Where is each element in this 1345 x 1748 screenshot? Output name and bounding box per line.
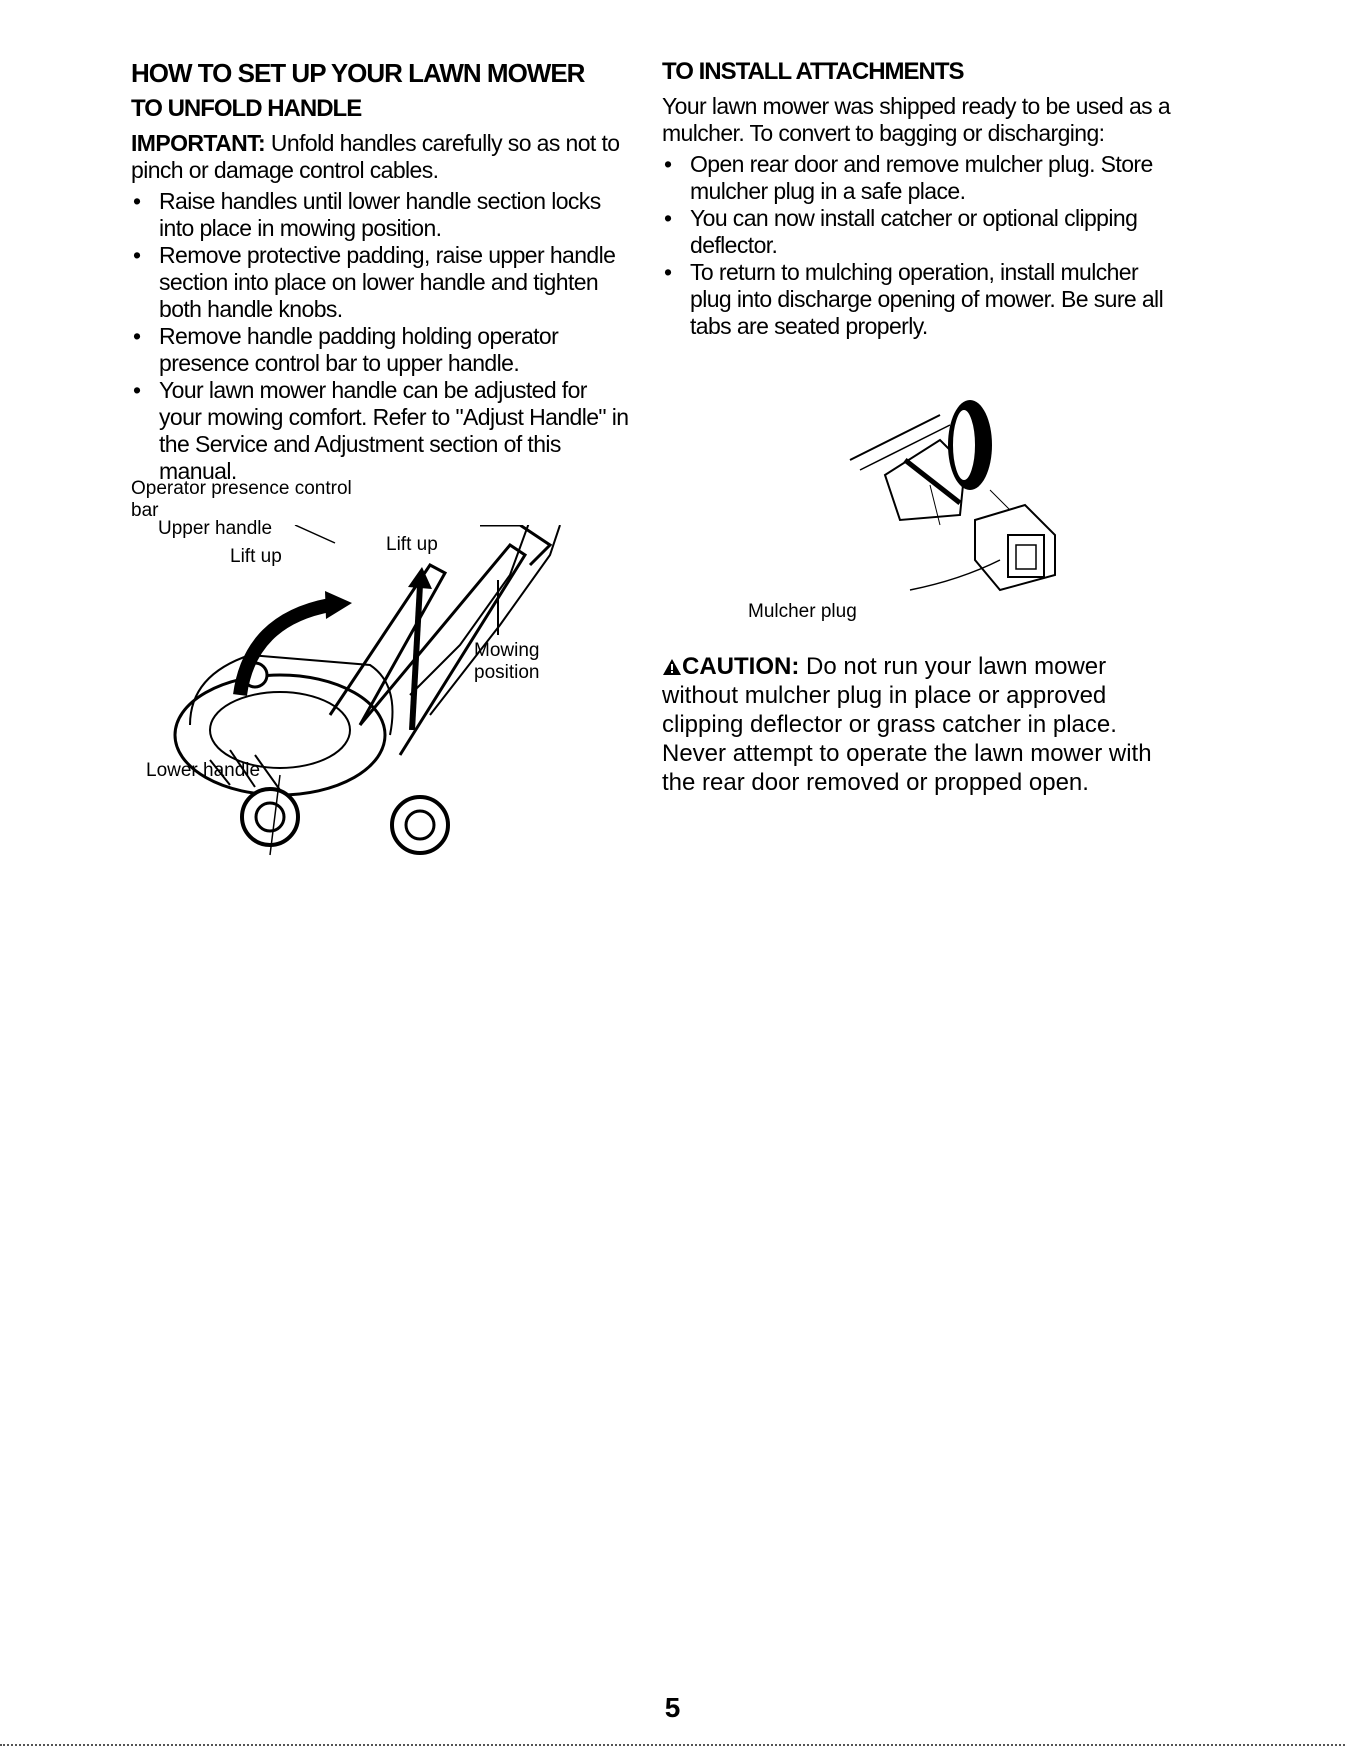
subsection-title: TO UNFOLD HANDLE (131, 95, 362, 123)
caution-note (662, 652, 1182, 797)
list-item: • You can now install catcher or optional clipping deflector. (664, 204, 1138, 258)
bullet-icon: • (664, 258, 672, 285)
list-item: • To return to mulching operation, install mulcher plug into discharge opening of mower. Be sure all tabs are seated properly. (664, 258, 1164, 339)
label-mulcher-plug: Mulcher plug (748, 601, 857, 622)
bullet-icon: • (133, 376, 141, 403)
important-note (131, 130, 631, 184)
label-mowing-position: Mowing position (474, 640, 540, 683)
attachments-title: TO INSTALL ATTACHMENTS (662, 58, 964, 85)
bullet-icon: • (664, 204, 672, 231)
lawn-mower-illustration (130, 525, 630, 885)
label-lower-handle: Lower handle (146, 760, 261, 781)
label-lift-up-right: Lift up (386, 534, 438, 555)
list-item: • Your lawn mower handle can be adjusted for your mowing comfort. Refer to "Adjust Handle" in the Service and Adjustment section of this manual. (133, 376, 629, 484)
bullet-icon: • (133, 187, 141, 214)
list-item: • Open rear door and remove mulcher plug. Store mulcher plug in a safe place. (664, 150, 1153, 204)
unfold-steps-list (131, 188, 631, 485)
bullet-icon: • (133, 322, 141, 349)
section-title: HOW TO SET UP YOUR LAWN MOWER (131, 58, 585, 88)
caution-title: CAUTION: (682, 653, 800, 680)
label-operator-presence: Operator presence control bar (131, 478, 352, 521)
important-text: Unfold handles carefully so as not to pinch or damage control cables. (131, 129, 620, 183)
attachments-intro: Your lawn mower was shipped ready to be used as a mulcher. To convert to bagging or discharging: (662, 92, 1171, 146)
bullet-icon: • (664, 150, 672, 177)
label-upper-handle: Upper handle (158, 518, 273, 539)
page-number: 5 (664, 1692, 681, 1723)
bullet-icon: • (133, 241, 141, 268)
warning-triangle-icon (662, 658, 682, 676)
mower-handle-figure (130, 525, 630, 885)
caution-text: Do not run your lawn mower without mulcher plug in place or approved clipping deflector or grass catcher in place. Never attempt to operate the lawn mower with the rear door removed or propped open. (662, 653, 1152, 796)
list-item: • Remove protective padding, raise upper handle section into place on lower handle and tighten both handle knobs. (133, 241, 616, 322)
right-column (662, 58, 1182, 340)
list-item: • Raise handles until lower handle section locks into place in mowing position. (133, 187, 601, 241)
bottom-rule (0, 1744, 1345, 1746)
attachments-steps-list (662, 151, 1182, 340)
label-lift-up-left: Lift up (230, 546, 282, 567)
list-item: • Remove handle padding holding operator presence control bar to upper handle. (133, 322, 559, 376)
mulcher-plug-figure (840, 385, 1080, 600)
left-column (131, 58, 631, 485)
important-label: IMPORTANT: (131, 129, 266, 156)
mulcher-plug-illustration (840, 385, 1080, 600)
